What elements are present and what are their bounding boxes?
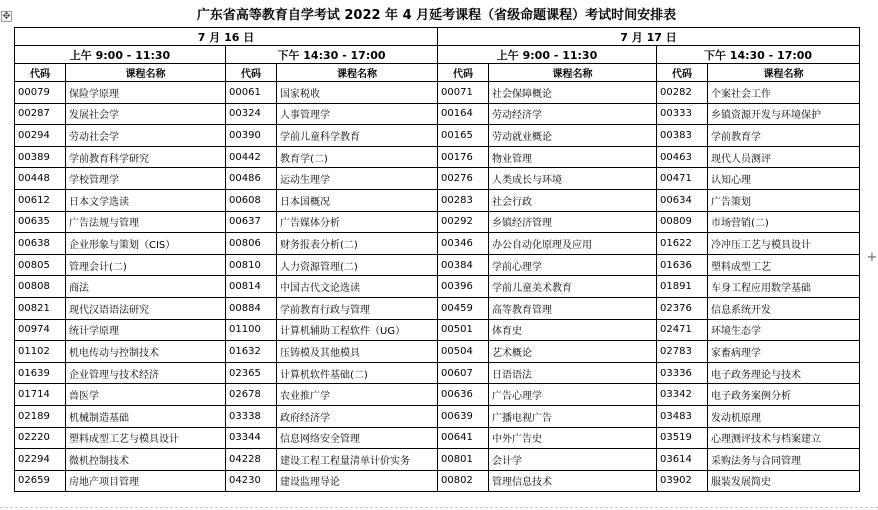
course-name-cell: 日本文学选读	[66, 189, 226, 211]
course-code-cell: 00071	[438, 82, 489, 104]
course-name-cell: 电子政务案例分析	[708, 384, 860, 406]
course-name-cell: 劳动就业概论	[489, 125, 657, 147]
course-name-cell: 农业推广学	[277, 384, 438, 406]
session-header: 下午 14:30 - 17:00	[226, 46, 438, 64]
course-code-cell: 00810	[226, 254, 277, 276]
day-header: 7 月 16 日	[15, 28, 438, 46]
course-code-cell: 00809	[657, 211, 708, 233]
table-row	[15, 168, 860, 190]
course-name-cell: 现代人员测评	[708, 146, 860, 168]
course-code-cell: 00641	[438, 427, 489, 449]
course-code-cell: 00079	[15, 82, 66, 104]
course-code-cell: 02376	[657, 297, 708, 319]
column-header-code: 代码	[226, 64, 277, 82]
course-name-cell: 劳动经济学	[489, 103, 657, 125]
course-code-cell: 00283	[438, 189, 489, 211]
course-code-cell: 00282	[657, 82, 708, 104]
course-name-cell: 现代汉语语法研究	[66, 297, 226, 319]
course-code-cell: 04230	[226, 470, 277, 492]
course-name-cell: 环境生态学	[708, 319, 860, 341]
course-name-cell: 人力资源管理(二)	[277, 254, 438, 276]
course-code-cell: 00448	[15, 168, 66, 190]
course-code-cell: 00608	[226, 189, 277, 211]
course-name-cell: 高等教育管理	[489, 297, 657, 319]
course-name-cell: 保险学原理	[66, 82, 226, 104]
table-row	[15, 254, 860, 276]
course-name-cell: 国家税收	[277, 82, 438, 104]
course-code-cell: 00396	[438, 276, 489, 298]
course-name-cell: 广告法规与管理	[66, 211, 226, 233]
course-code-cell: 00636	[438, 384, 489, 406]
column-header-name: 课程名称	[489, 64, 657, 82]
course-name-cell: 学校管理学	[66, 168, 226, 190]
course-code-cell: 02220	[15, 427, 66, 449]
table-row	[15, 82, 860, 104]
course-name-cell: 微机控制技术	[66, 449, 226, 471]
session-header: 上午 9:00 - 11:30	[15, 46, 226, 64]
course-code-cell: 00814	[226, 276, 277, 298]
course-name-cell: 房地产项目管理	[66, 470, 226, 492]
course-name-cell: 学前教育行政与管理	[277, 297, 438, 319]
course-code-cell: 01714	[15, 384, 66, 406]
table-row	[15, 470, 860, 492]
course-name-cell: 发动机原理	[708, 405, 860, 427]
table-row	[15, 103, 860, 125]
course-code-cell: 01102	[15, 341, 66, 363]
course-code-cell: 00639	[438, 405, 489, 427]
course-name-cell: 计算机辅助工程软件（UG）	[277, 319, 438, 341]
table-row	[15, 211, 860, 233]
course-code-cell: 01622	[657, 233, 708, 255]
course-code-cell: 00176	[438, 146, 489, 168]
course-code-cell: 00294	[15, 125, 66, 147]
course-code-cell: 03338	[226, 405, 277, 427]
course-name-cell: 体育史	[489, 319, 657, 341]
course-name-cell: 广告策划	[708, 189, 860, 211]
course-name-cell: 学前儿童科学教育	[277, 125, 438, 147]
course-name-cell: 管理信息技术	[489, 470, 657, 492]
course-code-cell: 00974	[15, 319, 66, 341]
course-code-cell: 02783	[657, 341, 708, 363]
course-name-cell: 市场营销(二)	[708, 211, 860, 233]
course-name-cell: 个案社会工作	[708, 82, 860, 104]
course-name-cell: 会计学	[489, 449, 657, 471]
course-code-cell: 00612	[15, 189, 66, 211]
table-row	[15, 341, 860, 363]
course-code-cell: 02189	[15, 405, 66, 427]
course-name-cell: 车身工程应用数学基础	[708, 276, 860, 298]
course-code-cell: 00501	[438, 319, 489, 341]
page-bottom-divider	[0, 507, 878, 509]
course-code-cell: 00346	[438, 233, 489, 255]
course-name-cell: 财务报表分析(二)	[277, 233, 438, 255]
course-code-cell: 00801	[438, 449, 489, 471]
course-name-cell: 物业管理	[489, 146, 657, 168]
page-title: 广东省高等教育自学考试 2022 年 4 月延考课程（省级命题课程）考试时间安排表	[196, 8, 677, 23]
course-name-cell: 发展社会学	[66, 103, 226, 125]
column-header-code: 代码	[15, 64, 66, 82]
course-name-cell: 人事管理学	[277, 103, 438, 125]
course-code-cell: 00390	[226, 125, 277, 147]
course-name-cell: 广告媒体分析	[277, 211, 438, 233]
course-name-cell: 冷冲压工艺与模具设计	[708, 233, 860, 255]
course-name-cell: 乡镇资源开发与环境保护	[708, 103, 860, 125]
course-code-cell: 00635	[15, 211, 66, 233]
table-row	[15, 189, 860, 211]
course-code-cell: 02365	[226, 362, 277, 384]
course-name-cell: 学前儿童美术教育	[489, 276, 657, 298]
course-code-cell: 02294	[15, 449, 66, 471]
course-name-cell: 日语语法	[489, 362, 657, 384]
column-header-name: 课程名称	[66, 64, 226, 82]
course-code-cell: 03614	[657, 449, 708, 471]
course-name-cell: 家畜病理学	[708, 341, 860, 363]
course-code-cell: 00061	[226, 82, 277, 104]
add-column-plus-icon[interactable]: +	[866, 250, 878, 265]
table-row	[15, 405, 860, 427]
course-name-cell: 学前教育科学研究	[66, 146, 226, 168]
course-code-cell: 00802	[438, 470, 489, 492]
table-row	[15, 276, 860, 298]
course-name-cell: 信息网络安全管理	[277, 427, 438, 449]
course-name-cell: 塑料成型工艺与模具设计	[66, 427, 226, 449]
course-name-cell: 心理测评技术与档案建立	[708, 427, 860, 449]
column-header-name: 课程名称	[277, 64, 438, 82]
column-header-name: 课程名称	[708, 64, 860, 82]
table-row	[15, 427, 860, 449]
course-code-cell: 00333	[657, 103, 708, 125]
course-name-cell: 电子政务理论与技术	[708, 362, 860, 384]
course-code-cell: 00638	[15, 233, 66, 255]
course-code-cell: 00884	[226, 297, 277, 319]
course-code-cell: 00637	[226, 211, 277, 233]
session-header: 上午 9:00 - 11:30	[438, 46, 657, 64]
column-header-code: 代码	[657, 64, 708, 82]
course-name-cell: 广告心理学	[489, 384, 657, 406]
course-code-cell: 01891	[657, 276, 708, 298]
course-code-cell: 00383	[657, 125, 708, 147]
course-code-cell: 01100	[226, 319, 277, 341]
course-name-cell: 学前心理学	[489, 254, 657, 276]
course-name-cell: 乡镇经济管理	[489, 211, 657, 233]
course-name-cell: 社会保障概论	[489, 82, 657, 104]
table-move-handle-icon[interactable]: ✥	[2, 11, 11, 22]
course-code-cell: 03344	[226, 427, 277, 449]
course-code-cell: 00165	[438, 125, 489, 147]
course-code-cell: 00504	[438, 341, 489, 363]
course-code-cell: 00486	[226, 168, 277, 190]
course-code-cell: 00287	[15, 103, 66, 125]
course-name-cell: 建设工程工程量清单计价实务	[277, 449, 438, 471]
course-name-cell: 学前教育学	[708, 125, 860, 147]
course-code-cell: 01632	[226, 341, 277, 363]
day-header: 7 月 17 日	[438, 28, 860, 46]
course-name-cell: 办公自动化原理及应用	[489, 233, 657, 255]
course-name-cell: 中国古代文论选读	[277, 276, 438, 298]
course-name-cell: 管理会计(二)	[66, 254, 226, 276]
course-name-cell: 艺术概论	[489, 341, 657, 363]
course-name-cell: 压铸模及其他模具	[277, 341, 438, 363]
course-code-cell: 00607	[438, 362, 489, 384]
course-code-cell: 00463	[657, 146, 708, 168]
course-name-cell: 兽医学	[66, 384, 226, 406]
course-code-cell: 00276	[438, 168, 489, 190]
course-name-cell: 机电传动与控制技术	[66, 341, 226, 363]
course-name-cell: 建设监理导论	[277, 470, 438, 492]
table-row	[15, 449, 860, 471]
session-header: 下午 14:30 - 17:00	[657, 46, 860, 64]
course-name-cell: 运动生理学	[277, 168, 438, 190]
course-name-cell: 采购法务与合同管理	[708, 449, 860, 471]
course-code-cell: 00808	[15, 276, 66, 298]
course-name-cell: 信息系统开发	[708, 297, 860, 319]
course-code-cell: 00634	[657, 189, 708, 211]
course-name-cell: 劳动社会学	[66, 125, 226, 147]
course-name-cell: 政府经济学	[277, 405, 438, 427]
course-code-cell: 03902	[657, 470, 708, 492]
course-name-cell: 社会行政	[489, 189, 657, 211]
course-name-cell: 认知心理	[708, 168, 860, 190]
course-code-cell: 02678	[226, 384, 277, 406]
course-name-cell: 广播电视广告	[489, 405, 657, 427]
course-name-cell: 企业形象与策划（CIS）	[66, 233, 226, 255]
course-code-cell: 03342	[657, 384, 708, 406]
course-name-cell: 教育学(二)	[277, 146, 438, 168]
course-code-cell: 03519	[657, 427, 708, 449]
course-code-cell: 04228	[226, 449, 277, 471]
course-code-cell: 00324	[226, 103, 277, 125]
course-code-cell: 00471	[657, 168, 708, 190]
course-code-cell: 00389	[15, 146, 66, 168]
course-code-cell: 00292	[438, 211, 489, 233]
course-code-cell: 00821	[15, 297, 66, 319]
course-code-cell: 00806	[226, 233, 277, 255]
course-code-cell: 00442	[226, 146, 277, 168]
course-name-cell: 企业管理与技术经济	[66, 362, 226, 384]
table-row	[15, 233, 860, 255]
course-name-cell: 日本国概况	[277, 189, 438, 211]
course-code-cell: 03336	[657, 362, 708, 384]
table-row	[15, 362, 860, 384]
course-name-cell: 机械制造基础	[66, 405, 226, 427]
column-header-code: 代码	[438, 64, 489, 82]
exam-schedule-table	[14, 27, 860, 492]
course-name-cell: 商法	[66, 276, 226, 298]
course-code-cell: 02471	[657, 319, 708, 341]
course-code-cell: 02659	[15, 470, 66, 492]
table-row	[15, 319, 860, 341]
course-name-cell: 中外广告史	[489, 427, 657, 449]
table-row	[15, 146, 860, 168]
course-code-cell: 01636	[657, 254, 708, 276]
course-name-cell: 人类成长与环境	[489, 168, 657, 190]
course-code-cell: 01639	[15, 362, 66, 384]
course-name-cell: 统计学原理	[66, 319, 226, 341]
course-name-cell: 塑料成型工艺	[708, 254, 860, 276]
table-row	[15, 384, 860, 406]
course-code-cell: 00805	[15, 254, 66, 276]
course-code-cell: 00164	[438, 103, 489, 125]
course-code-cell: 00384	[438, 254, 489, 276]
course-name-cell: 计算机软件基础(二)	[277, 362, 438, 384]
table-row	[15, 297, 860, 319]
course-name-cell: 服装发展简史	[708, 470, 860, 492]
table-row	[15, 125, 860, 147]
course-code-cell: 03483	[657, 405, 708, 427]
course-code-cell: 00459	[438, 297, 489, 319]
